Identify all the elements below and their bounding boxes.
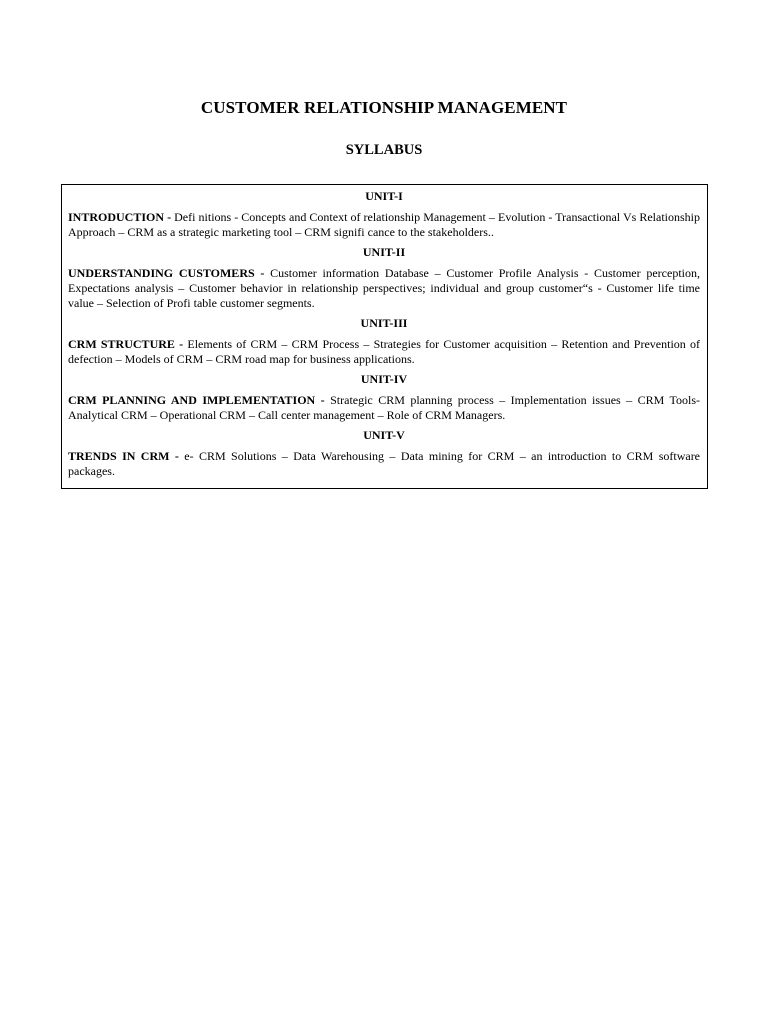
unit-heading: UNIT-I (365, 189, 403, 203)
unit-section-2 (68, 245, 700, 311)
unit-heading: UNIT-V (363, 428, 405, 442)
unit-content: e- CRM Solutions – Data Warehousing – Data mining for CRM – an introduction to CRM software packages. (68, 449, 701, 478)
unit-topic: INTRODUCTION - (68, 210, 172, 224)
unit-description (68, 393, 700, 423)
unit-description (68, 337, 700, 367)
unit-section-1 (68, 189, 700, 240)
unit-section-5 (68, 428, 700, 479)
unit-content: Strategic CRM planning process – Implementation issues – CRM Tools- Analytical CRM – Operational CRM – Call center management – Role of CRM Managers. (68, 393, 700, 422)
unit-heading: UNIT-III (360, 316, 408, 330)
unit-topic: CRM PLANNING AND IMPLEMENTATION - (68, 393, 325, 407)
unit-section-4 (68, 372, 700, 423)
syllabus-box (61, 184, 708, 489)
unit-content: Elements of CRM – CRM Process – Strategies for Customer acquisition – Retention and Prevention of defection – Models of CRM – CRM road map for business applications. (68, 337, 701, 366)
unit-topic: TRENDS IN CRM - (68, 449, 179, 463)
unit-heading: UNIT-II (362, 245, 406, 259)
unit-description (68, 449, 700, 479)
unit-topic: UNDERSTANDING CUSTOMERS - (68, 266, 265, 280)
unit-topic: CRM STRUCTURE - (68, 337, 184, 351)
document-subtitle: SYLLABUS (345, 142, 423, 158)
unit-content: Customer information Database – Customer Profile Analysis - Customer perception, Expectations analysis – Customer behavior in relationship perspectives; individual and group customer“s - Customer life time value – Selection of Profi table customer segments. (68, 266, 700, 310)
unit-section-3 (68, 316, 700, 367)
unit-description (68, 210, 700, 240)
unit-heading: UNIT-IV (360, 372, 408, 386)
unit-content: Defi nitions - Concepts and Context of relationship Management – Evolution - Transactional Vs Relationship Approach – CRM as a strategic marketing tool – CRM signifi cance to the stakeholders.. (68, 210, 701, 239)
document-title: CUSTOMER RELATIONSHIP MANAGEMENT (200, 98, 568, 117)
unit-description (68, 266, 700, 311)
